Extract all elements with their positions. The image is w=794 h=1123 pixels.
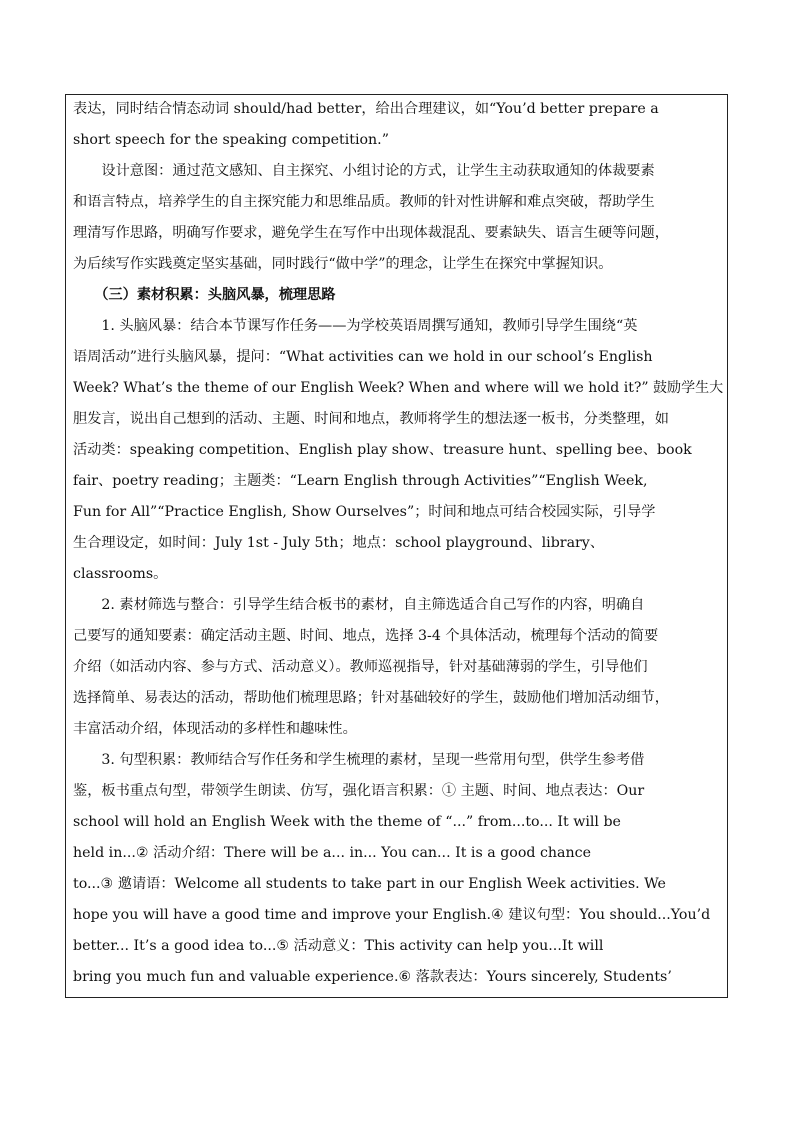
text-line: 和语言特点，培养学生的自主探究能力和思维品质。教师的针对性讲解和难点突破，帮助学生 bbox=[73, 194, 655, 210]
text-line: better... It’s a good idea to...⑤ 活动意义：This activity can help you...It will bbox=[73, 938, 604, 954]
text-line: 1. 头脑风暴：结合本节课写作任务——为学校英语周撰写通知，教师引导学生围绕“英 bbox=[73, 318, 638, 334]
text-line: 设计意图：通过范文感知、自主探究、小组讨论的方式，让学生主动获取通知的体裁要素 bbox=[73, 163, 655, 179]
text-line: 胆发言，说出自己想到的活动、主题、时间和地点，教师将学生的想法逐一板书，分类整理，如 bbox=[73, 411, 669, 427]
section-heading: （三）素材积累：头脑风暴，梳理思路 bbox=[73, 287, 336, 303]
text-line: 介绍（如活动内容、参与方式、活动意义）。教师巡视指导，针对基础薄弱的学生，引导他们 bbox=[73, 659, 648, 675]
text-line: 3. 句型积累：教师结合写作任务和学生梳理的素材，呈现一些常用句型，供学生参考借 bbox=[73, 752, 645, 768]
text-line: 为后续写作实践奠定坚实基础，同时践行“做中学”的理念，让学生在探究中掌握知识。 bbox=[73, 256, 613, 272]
text-line: 表达，同时结合情态动词 should/had better，给出合理建议，如“You’d better prepare a bbox=[73, 101, 659, 117]
text-line: school will hold an English Week with the theme of “...” from...to... It will be bbox=[73, 814, 621, 830]
text-line: Fun for All”“Practice English, Show Ourselves”；时间和地点可结合校园实际，引导学 bbox=[73, 504, 656, 520]
text-line: hope you will have a good time and improve your English.④ 建议句型：You should...You’d bbox=[73, 907, 711, 923]
text-line: 语周活动”进行头脑风暴，提问：“What activities can we hold in our school’s English bbox=[73, 349, 653, 365]
text-line: 丰富活动介绍，体现活动的多样性和趣味性。 bbox=[73, 721, 357, 737]
text-line: fair、poetry reading；主题类：“Learn English through Activities”“English Week, bbox=[73, 473, 648, 489]
text-line: 2. 素材筛选与整合：引导学生结合板书的素材，自主筛选适合自己写作的内容，明确自 bbox=[73, 597, 645, 613]
text-line: 选择简单、易表达的活动，帮助他们梳理思路；针对基础较好的学生，鼓励他们增加活动细节， bbox=[73, 690, 669, 706]
text-line: 理清写作思路，明确写作要求，避免学生在写作中出现体裁混乱、要素缺失、语言生硬等问题， bbox=[73, 225, 669, 241]
text-line: Week? What’s the theme of our English Week? When and where will we hold it?” 鼓励学生大 bbox=[73, 380, 724, 396]
text-line: 活动类：speaking competition、English play show、treasure hunt、spelling bee、book bbox=[73, 442, 692, 458]
text-line: bring you much fun and valuable experience.⑥ 落款表达：Yours sincerely, Students’ bbox=[73, 969, 672, 985]
text-line: 鉴，板书重点句型，带领学生朗读、仿写，强化语言积累：① 主题、时间、地点表达：Our bbox=[73, 783, 645, 799]
text-line: short speech for the speaking competition.” bbox=[73, 132, 389, 148]
text-line: 生合理设定，如时间：July 1st - July 5th；地点：school playground、library、 bbox=[73, 535, 605, 551]
text-line: 己要写的通知要素：确定活动主题、时间、地点，选择 3-4 个具体活动，梳理每个活动的简要 bbox=[73, 628, 659, 644]
text-line: to...③ 邀请语：Welcome all students to take part in our English Week activities. We bbox=[73, 876, 666, 892]
text-line: classrooms。 bbox=[73, 566, 168, 582]
text-line: held in...② 活动介绍：There will be a... in... You can... It is a good chance bbox=[73, 845, 591, 861]
document-table-cell bbox=[65, 94, 728, 998]
